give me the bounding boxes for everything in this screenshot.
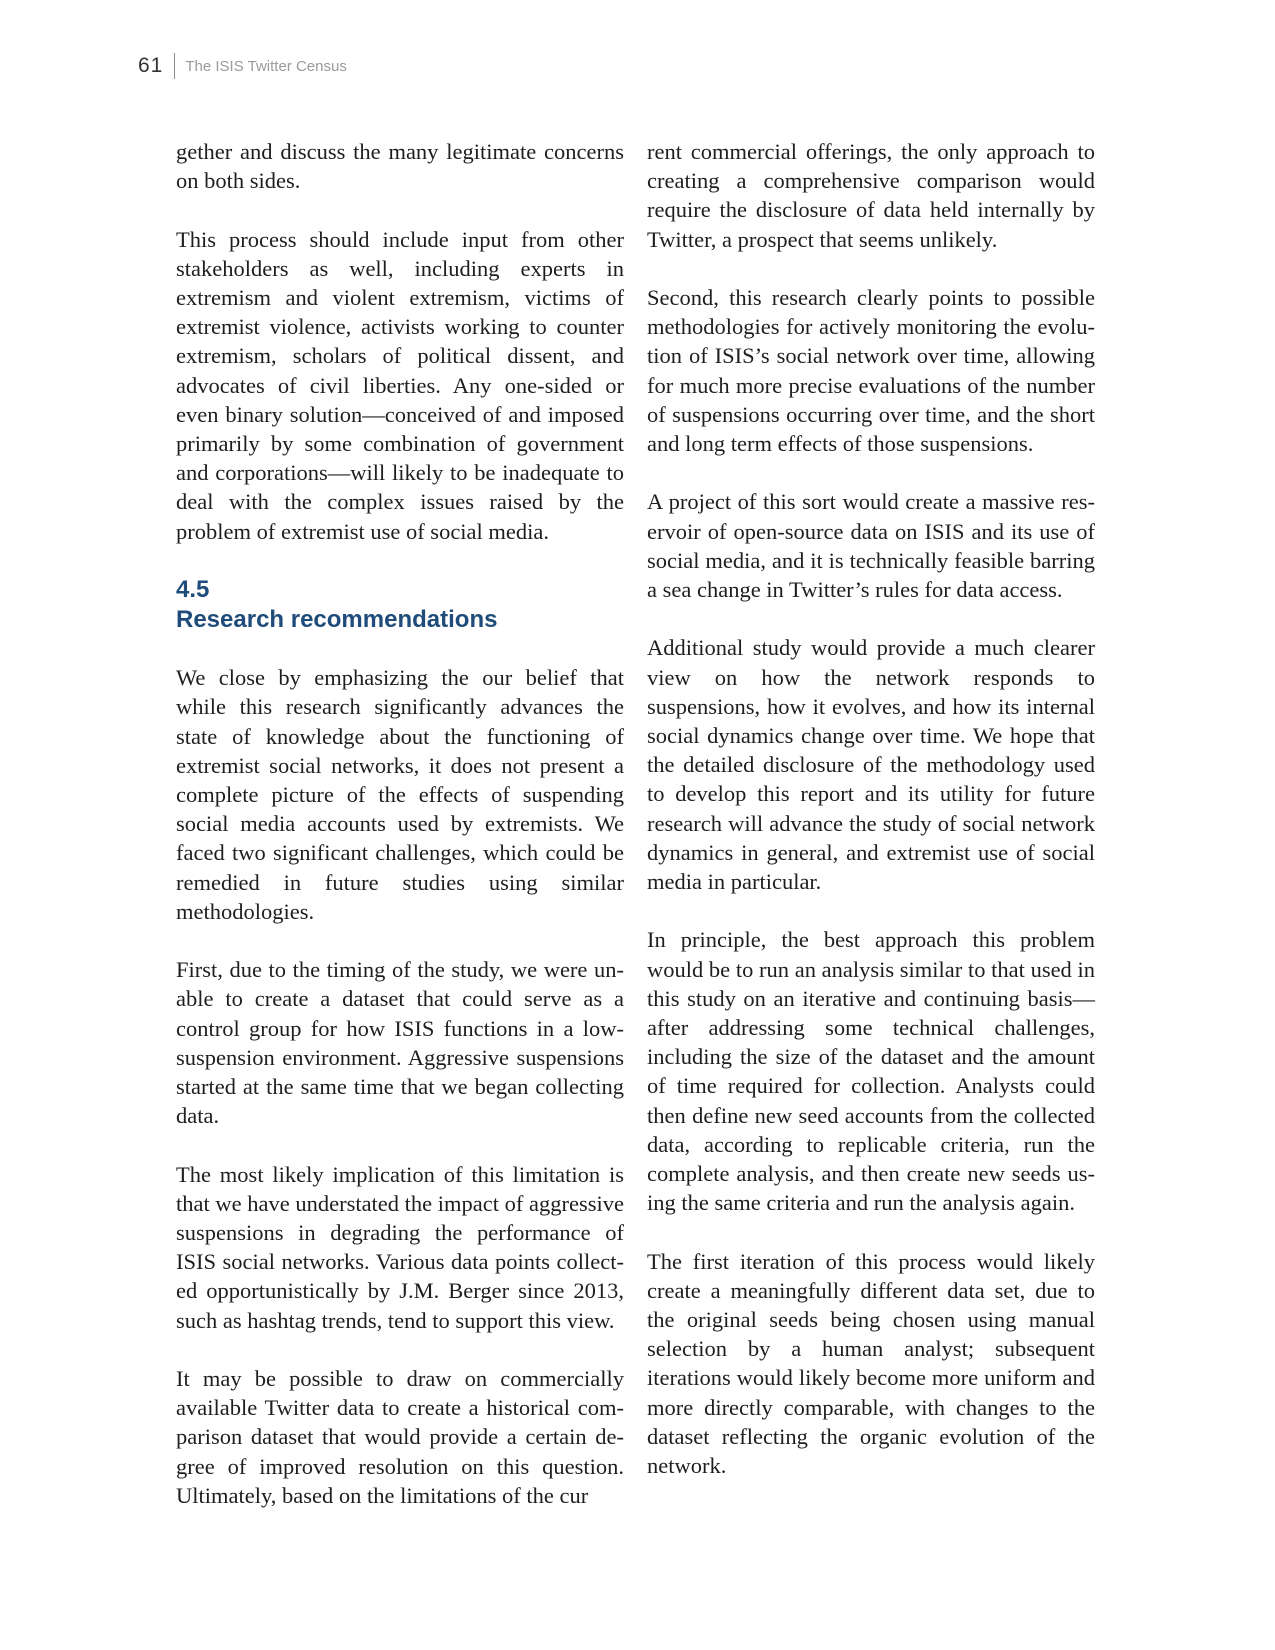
paragraph: It may be possible to draw on commercially available Twitter data to create a historical comparison dataset that would provide a certain degree of improved resolution on this question. Ultimately, based on the limitations of the cur — [176, 1366, 624, 1508]
paragraph: The most likely implication of this limitation is that we have understated the impact of aggressive suspensions in degrading the performance of ISIS social networks. Various data points collected opportunistically by J.M. Berger since 2013, such as hashtag trends, tend to support this view. — [176, 1161, 624, 1333]
paragraph: We close by emphasizing the our belief that while this research significantly advances the state of knowledge about the functioning of extremist social networks, it does not present a complete picture of the effects of suspending social media accounts used by extremists. We faced two significant challenges, which could be remedied in future studies using similar methodologies. — [176, 665, 624, 924]
paragraph: gether and discuss the many legitimate concerns on both sides. — [176, 139, 624, 194]
right-column — [647, 137, 1095, 1509]
left-column — [176, 137, 624, 1539]
header-divider — [174, 53, 175, 79]
paragraph: The first iteration of this process would likely create a meaningfully different data set, due to the original seeds being chosen using manual selection by a human analyst; subsequent iterations would likely become more uniform and more directly comparable, with changes to the dataset reflecting the organic evolution of the network. — [647, 1248, 1095, 1479]
paragraph: This process should include input from other stakeholders as well, including experts in extremism and violent extremism, victims of extremist violence, activists working to counter extremism, scholars of political dissent, and advocates of civil liberties. Any one-sided or even binary solution—conceived of and imposed primarily by some combination of government and corporations—will likely to be inadequate to deal with the complex issues raised by the problem of extremist use of social media. — [176, 226, 624, 544]
paragraph: A project of this sort would create a massive reservoir of open-source data on ISIS and its use of social media, and it is technically feasible barring a sea change in Twitter’s rules for data access. — [647, 489, 1095, 603]
section-number: 4.5 — [176, 576, 210, 604]
paragraph: In principle, the best approach this problem would be to run an analysis similar to that used in this study on an iterative and continuing basis—after addressing some technical challenges, including the size of the dataset and the amount of time required for collection. Analysts could then define new seed accounts from the collected data, according to replicable criteria, run the complete analysis, and then create new seeds using the same criteria and run the analysis again. — [647, 927, 1095, 1216]
paragraph: Second, this research clearly points to possible methodologies for actively monitoring the evolution of ISIS’s social network over time, allowing for much more precise evaluations of the number of suspensions occurring over time, and the short and long term effects of those suspensions. — [647, 285, 1095, 457]
page-number: 61 — [138, 54, 164, 77]
paragraph: First, due to the timing of the study, we were unable to create a dataset that could serve as a control group for how ISIS functions in a low-suspension environment. Aggressive suspensions started at the same time that we began collecting data. — [176, 957, 624, 1129]
publication-title: The ISIS Twitter Census — [185, 57, 347, 75]
section-heading — [176, 575, 624, 634]
section-title: Research recommendations — [176, 606, 498, 634]
paragraph: Additional study would provide a much clearer view on how the network responds to suspensions, how it evolves, and how its internal social dynamics change over time. We hope that the detailed disclosure of the methodology used to develop this report and its utility for future research will advance the study of social network dynamics in general, and extremist use of social media in particular. — [647, 635, 1095, 895]
running-header — [138, 52, 347, 80]
paragraph: rent commercial offerings, the only approach to creating a comprehensive comparison would require the disclosure of data held internally by Twitter, a prospect that seems unlikely. — [647, 139, 1095, 252]
